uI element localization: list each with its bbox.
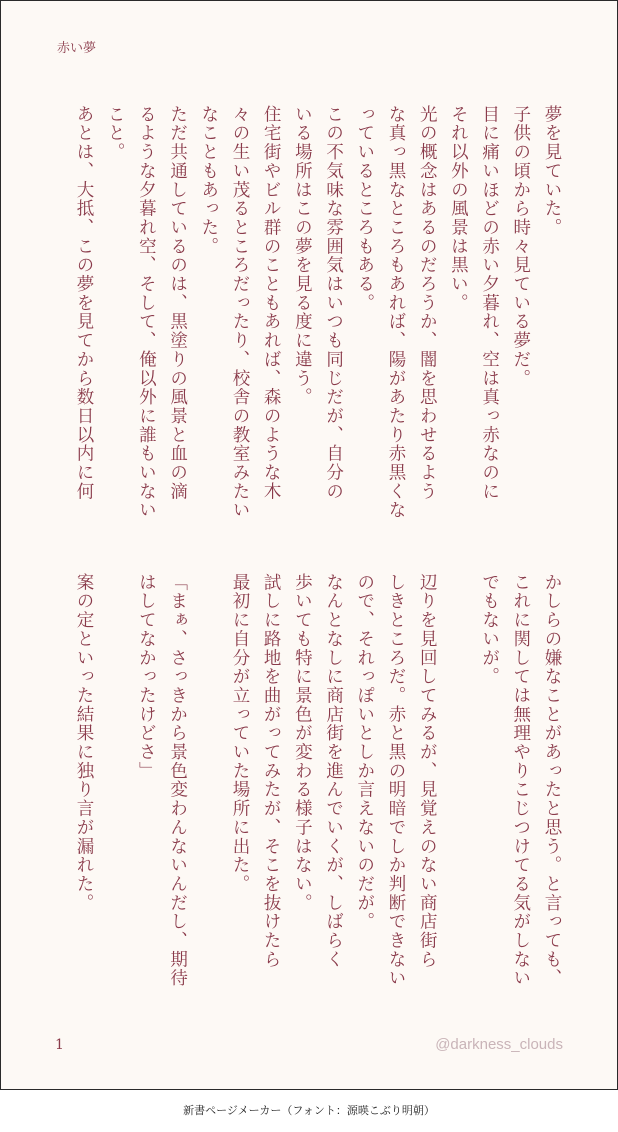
story-title: 赤い夢 — [57, 41, 97, 56]
footer-credit: 新書ページメーカー（フォント：源暎こぶり明朝） — [183, 1104, 435, 1117]
body-text-bottom: かしらの嫌なことがあったと思う。と言っても、 これに関しては無理やりこじつけてる気がしない でもないが。 辺りを見回してみるが、見覚えのない商店街ら しきところだ。赤と黒の明暗でしか判断できない ので、それっぽいとしか言えないのだが。 なんとなしに商店街を進んでいくが、しばらく 歩いても特に景色が変わる様子はない。 試しに路地を曲がってみたが、そこを抜けたら 最初に自分が立っていた場所に出た。 「まぁ、さっきから景色変わんないんだし、期待 はしてなかったけどさ」 案の定といった結果に独り言が漏れた。 — [73, 573, 562, 988]
author-handle: @darkness_clouds — [435, 1036, 563, 1053]
page-number: 1 — [55, 1037, 64, 1053]
body-text-top: 夢を見ていた。 子供の頃から時々見ている夢だ。 目に痛いほどの赤い夕暮れ、空は真っ赤なのに それ以外の風景は黒い。 光の概念はあるのだろうか、闇を思わせるよう な真っ黒なところもあれば、陽があたり赤黒くな っているところもある。 この不気味な雰囲気はいつも同じだが、自分の いる場所はこの夢を見る度に違う。 住宅街やビル群のこともあれば、森のような木 々の生い茂るところだったり、校舎の教室みたい なこともあった。 ただ共通しているのは、黒塗りの風景と血の滴 るような夕暮れ空、そして、俺以外に誰もいない こと。 あとは、大抵、この夢を見てから数日以内に何 — [73, 105, 562, 520]
